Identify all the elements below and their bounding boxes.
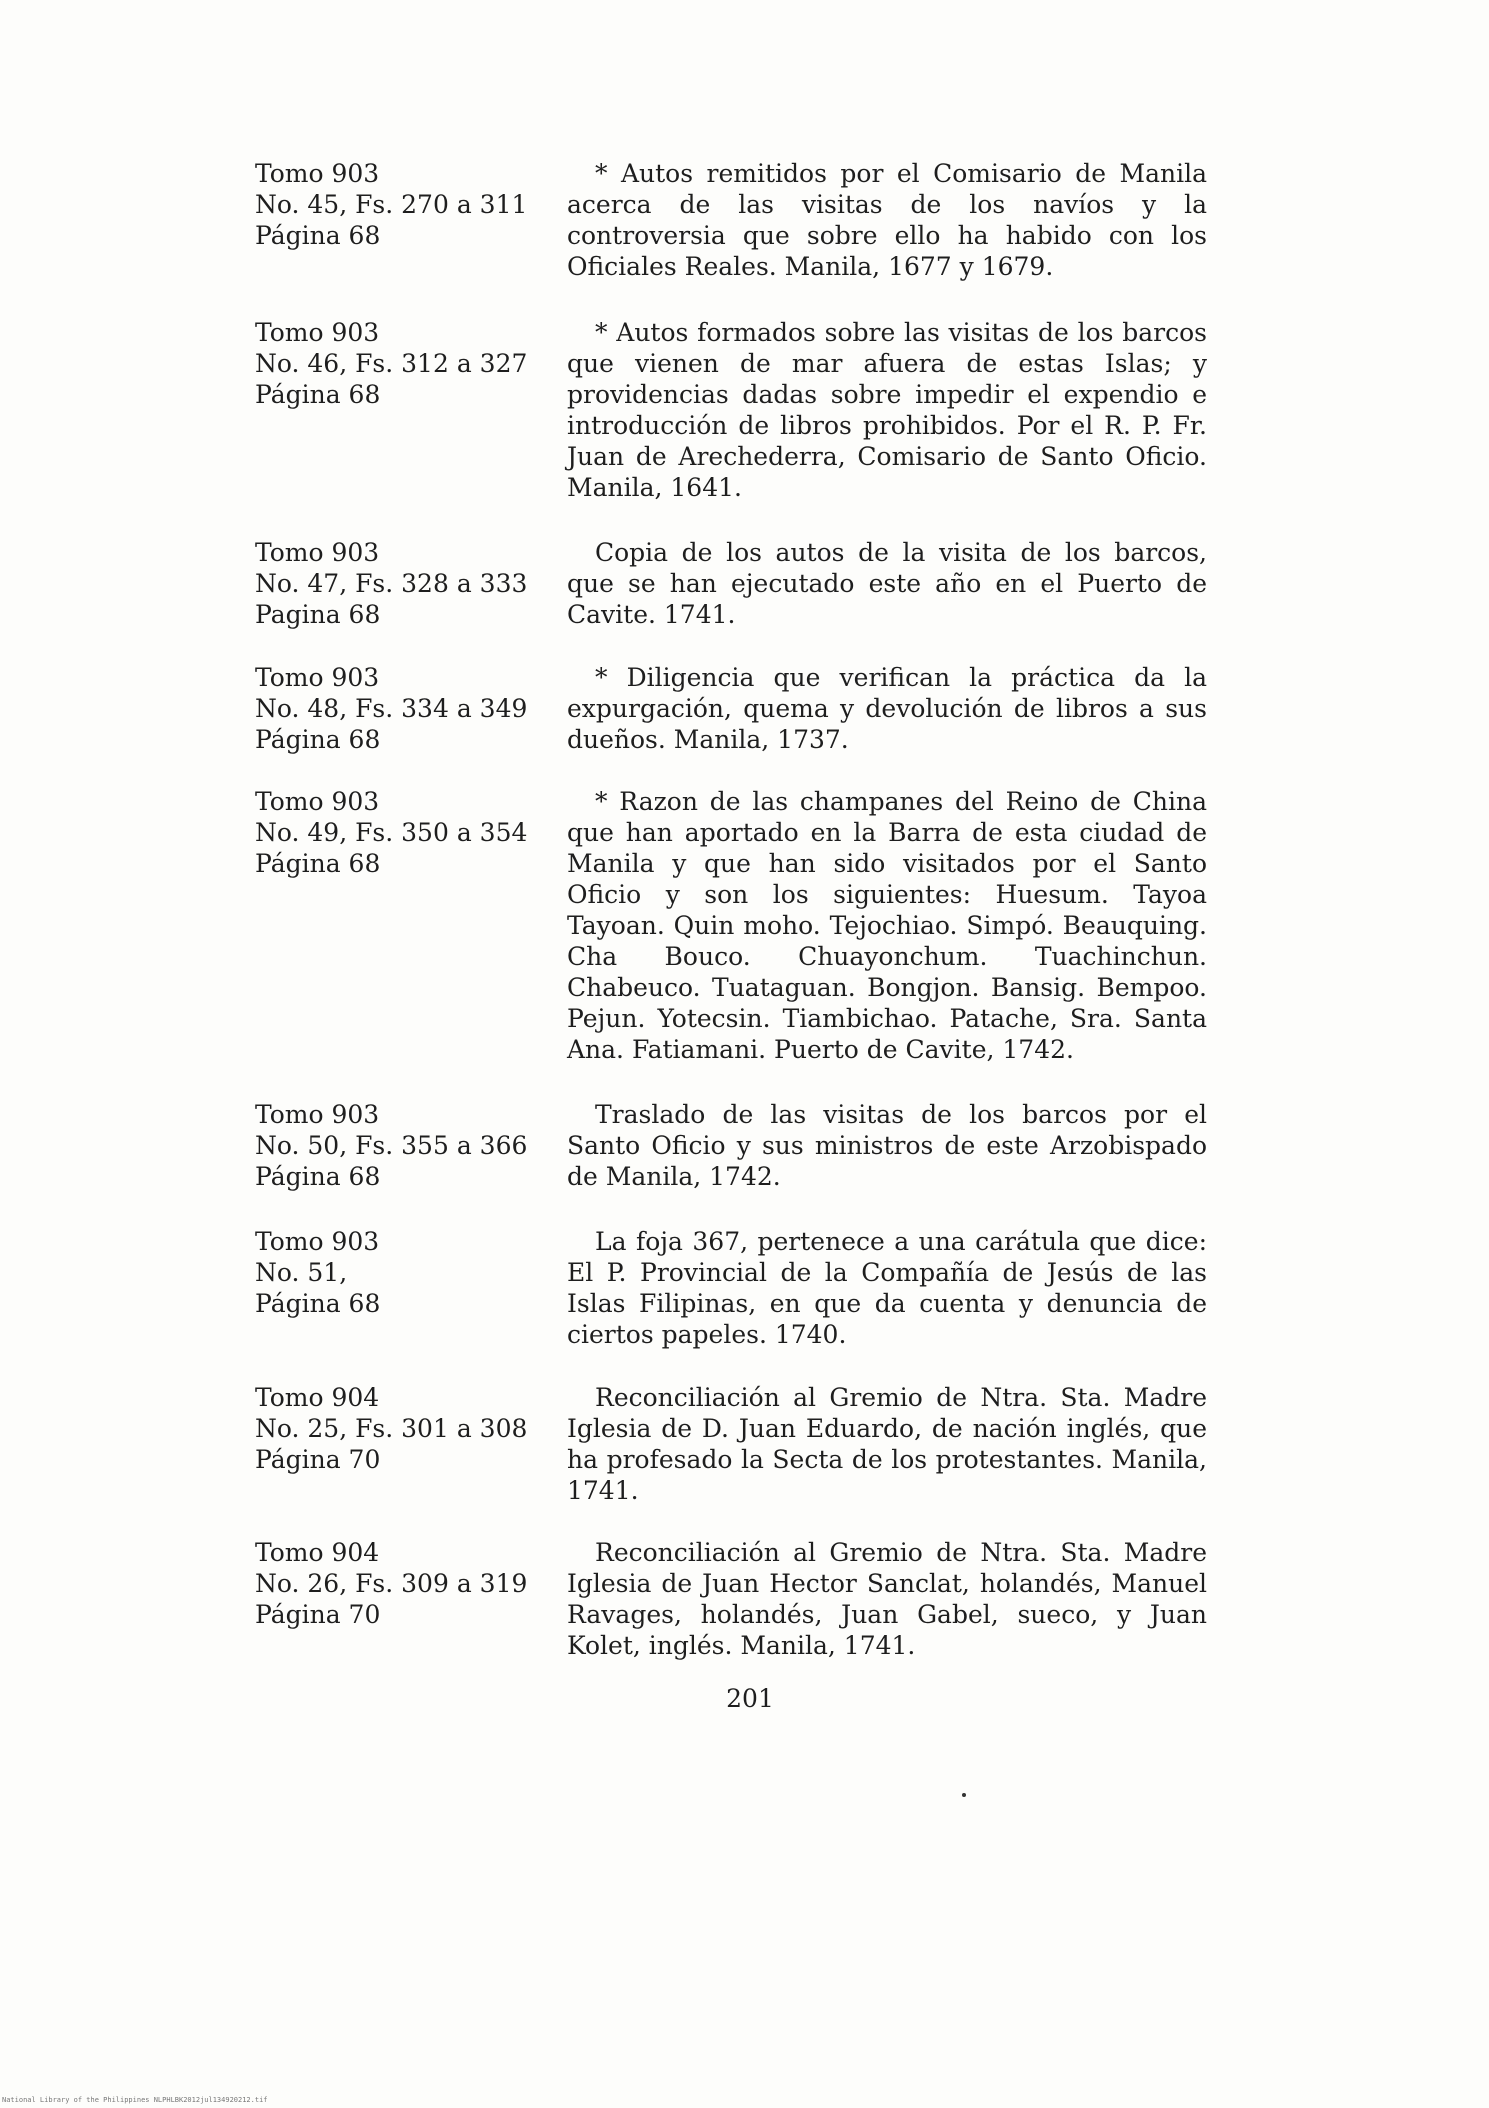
entry-description: * Razon de las champanes del Reino de China que han aportado en la Barra de esta ciudad de Manila y que han sido visitados por el Santo Oficio y son los siguientes: Huesum. Tayoa Tayoan. Quin moho. Tejochiao. Simpó. Beauquing. Cha Bouco. Chuayonchum. Tuachinchun. Chabeuco. Tuataguan. Bongjon. Bansig. Bempoo. Pejun. Yotecsin. Tiambichao. Patache, Sra. Santa Ana. Fatiamani. Puerto de Cavite, 1742. — [567, 787, 1207, 1064]
pagina-label: Página 70 — [255, 1445, 381, 1474]
tomo-label: Tomo 903 — [255, 1100, 380, 1129]
numero-label: No. 49, Fs. 350 a 354 — [255, 818, 528, 847]
entry-description: * Autos remitidos por el Comisario de Manila acerca de las visitas de los navíos y la controversia que sobre ello ha habido con los Oficiales Reales. Manila, 1677 y 1679. — [567, 159, 1207, 281]
entry-reference — [255, 1537, 555, 1630]
pagina-label: Página 68 — [255, 1162, 381, 1191]
pagina-label: Página 70 — [255, 1600, 381, 1629]
entry-reference — [255, 158, 555, 251]
pagina-label: Pagina 68 — [255, 600, 381, 629]
speck-mark — [962, 1793, 966, 1797]
tomo-label: Tomo 904 — [255, 1538, 380, 1567]
entry-reference — [255, 537, 555, 630]
tomo-label: Tomo 903 — [255, 318, 380, 347]
numero-label: No. 46, Fs. 312 a 327 — [255, 349, 528, 378]
tomo-label: Tomo 903 — [255, 538, 380, 567]
entry-reference — [255, 317, 555, 410]
tomo-label: Tomo 903 — [255, 1227, 380, 1256]
entry-reference — [255, 786, 555, 879]
entry-description: Reconciliación al Gremio de Ntra. Sta. Madre Iglesia de D. Juan Eduardo, de nación inglés, que ha profesado la Secta de los protestantes. Manila, 1741. — [567, 1383, 1207, 1505]
entry-description: La foja 367, pertenece a una carátula que dice: El P. Provincial de la Compañía de Jesús de las Islas Filipinas, en que da cuenta y denuncia de ciertos papeles. 1740. — [567, 1227, 1207, 1349]
page-number: 201 — [726, 1684, 774, 1713]
entry-reference — [255, 1099, 555, 1192]
tomo-label: Tomo 903 — [255, 663, 380, 692]
entry-description: Reconciliación al Gremio de Ntra. Sta. Madre Iglesia de Juan Hector Sanclat, holandés, Manuel Ravages, holandés, Juan Gabel, sueco, y Juan Kolet, inglés. Manila, 1741. — [567, 1538, 1207, 1660]
entry-description: Traslado de las visitas de los barcos por el Santo Oficio y sus ministros de este Arzobispado de Manila, 1742. — [567, 1100, 1207, 1191]
entry-description: * Diligencia que verifican la práctica da la expurgación, quema y devolución de libros a sus dueños. Manila, 1737. — [567, 663, 1207, 754]
numero-label: No. 47, Fs. 328 a 333 — [255, 569, 528, 598]
entry-description: * Autos formados sobre las visitas de los barcos que vienen de mar afuera de estas Islas; y providencias dadas sobre impedir el expendio e introducción de libros prohibidos. Por el R. P. Fr. Juan de Arechederra, Comisario de Santo Oficio. Manila, 1641. — [567, 318, 1207, 502]
pagina-label: Página 68 — [255, 725, 381, 754]
tomo-label: Tomo 904 — [255, 1383, 380, 1412]
numero-label: No. 51, — [255, 1258, 348, 1287]
tomo-label: Tomo 903 — [255, 159, 380, 188]
entry-reference — [255, 1382, 555, 1475]
scan-footer: National Library of the Philippines NLPHLBK2012jul134920212.tif — [2, 2096, 268, 2104]
numero-label: No. 48, Fs. 334 a 349 — [255, 694, 528, 723]
entry-description: Copia de los autos de la visita de los barcos, que se han ejecutado este año en el Puerto de Cavite. 1741. — [567, 538, 1207, 629]
numero-label: No. 25, Fs. 301 a 308 — [255, 1414, 528, 1443]
tomo-label: Tomo 903 — [255, 787, 380, 816]
pagina-label: Página 68 — [255, 221, 381, 250]
numero-label: No. 45, Fs. 270 a 311 — [255, 190, 528, 219]
entry-reference — [255, 1226, 555, 1319]
pagina-label: Página 68 — [255, 1289, 381, 1318]
numero-label: No. 26, Fs. 309 a 319 — [255, 1569, 528, 1598]
pagina-label: Página 68 — [255, 380, 381, 409]
entry-reference — [255, 662, 555, 755]
numero-label: No. 50, Fs. 355 a 366 — [255, 1131, 528, 1160]
pagina-label: Página 68 — [255, 849, 381, 878]
